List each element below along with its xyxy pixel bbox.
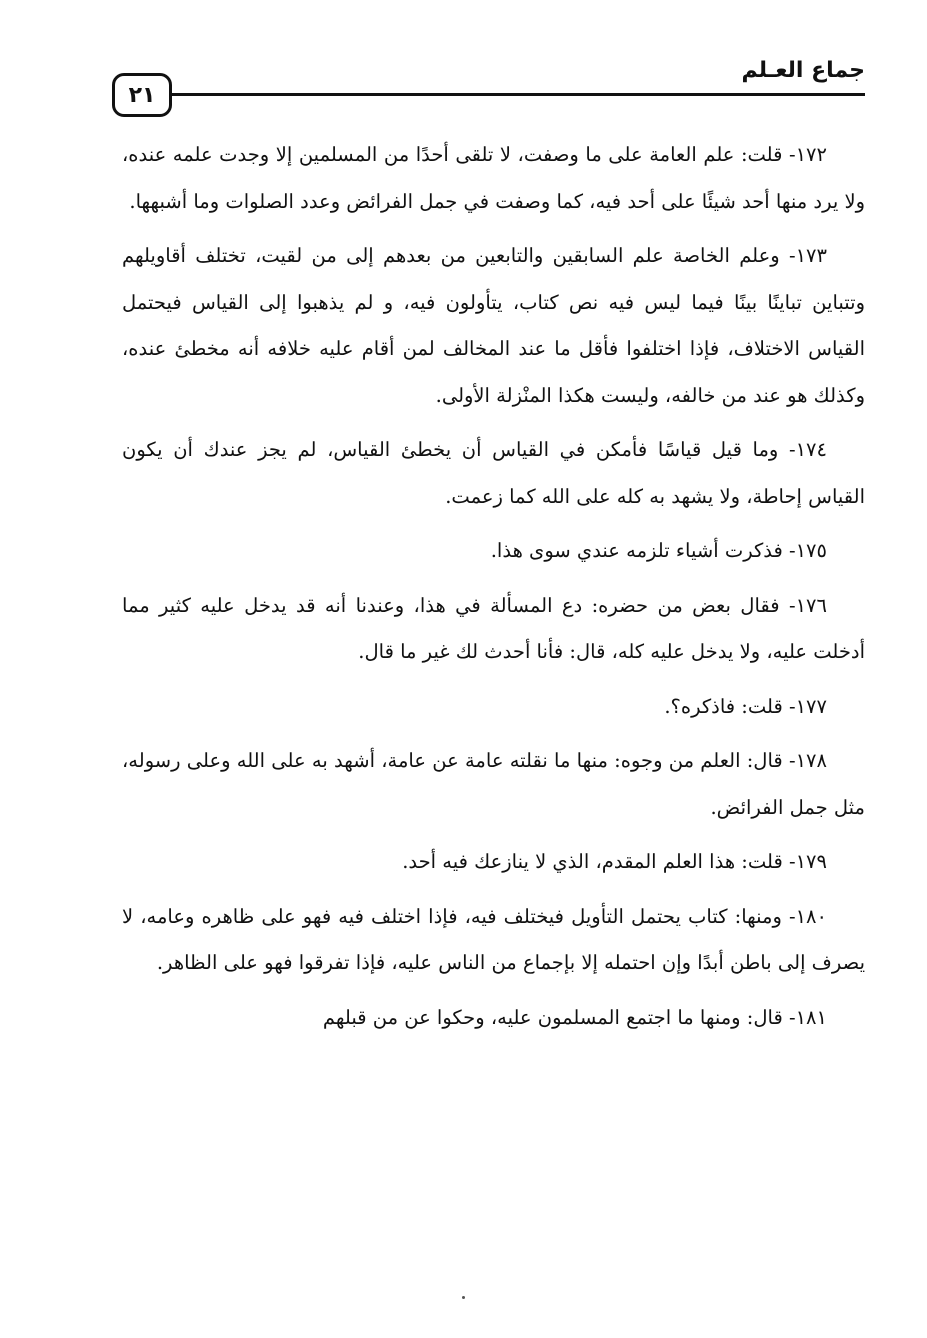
paragraph-181: ١٨١- قال: ومنها ما اجتمع المسلمون عليه، وحكوا عن من قبلهم	[322, 1005, 827, 1029]
page-header	[112, 58, 865, 128]
paragraph-172: ١٧٢- قلت: علم العامة على ما وصفت، لا تلقى أحدًا من المسلمين إلا وجدت علمه عنده، ولا يرد منها أحد شيئًا على أحد فيه، كما وصفت في جمل الفرائض وعدد الصلوات وما أشبهها.	[122, 143, 865, 213]
paragraph-173: ١٧٣- وعلم الخاصة علم السابقين والتابعين من بعدهم إلى من لقيت، تختلف أقاويلهم وتتباين تباينًا بينًا فيما ليس فيه نص كتاب، يتأولون فيه، و لم يذهبوا إلى القياس فيحتمل القياس الاختلاف، فإذا اختلفوا فأقل ما عند المخالف لمن أقام عليه خلافه أنه مخطئ عنده، وكذلك هو عند من خالفه، وليست هكذا المنْزلة الأولى.	[122, 244, 865, 407]
header-rule	[172, 93, 865, 96]
page-number: ٢١	[112, 73, 172, 117]
paragraph-178: ١٧٨- قال: العلم من وجوه: منها ما نقلته عامة عن عامة، أشهد به على الله وعلى رسوله، مثل جمل الفرائض.	[122, 749, 865, 819]
scan-speck	[462, 1296, 465, 1299]
paragraph-176: ١٧٦- فقال بعض من حضره: دع المسألة في هذا، وعندنا أنه قد يدخل عليه كثير مما أدخلت عليه، ولا يدخل عليه كله، قال: فأنا أحدث لك غير ما قال.	[122, 593, 865, 663]
page-body	[122, 132, 865, 1049]
paragraph-177: ١٧٧- قلت: فاذكره؟.	[664, 694, 827, 718]
paragraph-179: ١٧٩- قلت: هذا العلم المقدم، الذي لا ينازعك فيه أحد.	[402, 850, 827, 873]
paragraph-180: ١٨٠- ومنها: كتاب يحتمل التأويل فيختلف فيه، فإذا اختلف فيه فهو على ظاهره وعامه، لا يصرف إلى باطن أبدًا وإن احتمله إلا بإجماع من الناس عليه، فإذا تفرقوا فهو على الظاهر.	[122, 904, 865, 974]
book-title: جماع العـلم	[741, 58, 865, 83]
paragraph-174: ١٧٤- وما قيل قياسًا فأمكن في القياس أن يخطئ القياس، لم يجز عندك أن يكون القياس إحاطة، ولا يشهد به كله على الله كما زعمت.	[122, 438, 865, 508]
paragraph-175: ١٧٥- فذكرت أشياء تلزمه عندي سوى هذا.	[490, 539, 827, 562]
